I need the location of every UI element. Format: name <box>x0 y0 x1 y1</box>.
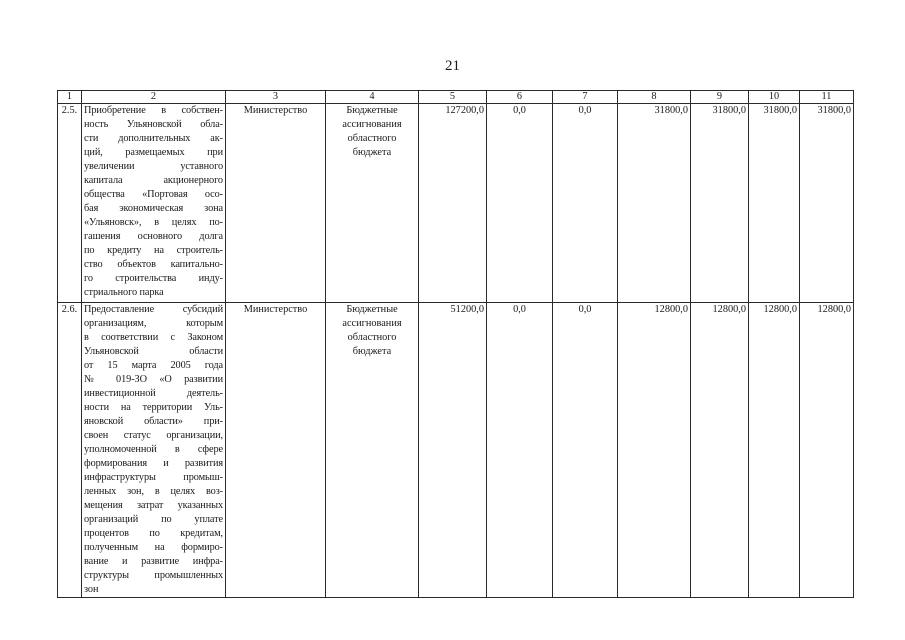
description-line: организаций по уплате <box>84 514 223 525</box>
description-line: Ульяновской области <box>84 346 223 357</box>
row-total: 127200,0 <box>419 104 487 303</box>
description-line: яновской области» при- <box>84 416 223 427</box>
funding-source-line: областного <box>347 133 397 144</box>
row-number: 2.6. <box>58 303 82 598</box>
funding-source-line: Бюджетные <box>346 304 398 315</box>
description-line: стриального парка <box>84 287 164 298</box>
header-cell: 5 <box>419 91 487 104</box>
description-line: в соответствии с Законом <box>84 332 223 343</box>
description-line: вание и развитие инфра- <box>84 556 223 567</box>
row-col11: 31800,0 <box>800 104 854 303</box>
description-line: ность Ульяновской обла- <box>84 119 223 130</box>
header-cell: 8 <box>618 91 691 104</box>
description-line: зон <box>84 584 99 595</box>
description-line: от 15 марта 2005 года <box>84 360 223 371</box>
funding-source-line: бюджета <box>352 147 392 158</box>
table-header-row <box>58 91 854 104</box>
row-col11: 12800,0 <box>800 303 854 598</box>
description-line: бая экономическая зона <box>84 203 223 214</box>
row-col9: 12800,0 <box>691 303 749 598</box>
description-line: мещения затрат указанных <box>84 500 223 511</box>
row-col7: 0,0 <box>553 104 618 303</box>
description-line: ленных зон, в целях воз- <box>84 486 223 497</box>
description-line: инвестиционной деятель- <box>84 388 223 399</box>
header-cell: 4 <box>326 91 419 104</box>
description-line: уполномоченной в сфере <box>84 444 223 455</box>
description-line: процентов по кредитам, <box>84 528 223 539</box>
header-cell: 7 <box>553 91 618 104</box>
description-line: сти дополнительных ак- <box>84 133 223 144</box>
description-line: гашения основного долга <box>84 231 223 242</box>
funding-source-line: ассигнования <box>342 318 402 329</box>
description-line: инфраструктуры промыш- <box>84 472 223 483</box>
header-cell: 3 <box>226 91 326 104</box>
header-cell: 9 <box>691 91 749 104</box>
row-funding-source <box>326 303 419 598</box>
row-col10: 12800,0 <box>749 303 800 598</box>
row-col10: 31800,0 <box>749 104 800 303</box>
funding-source-line: бюджета <box>352 346 392 357</box>
header-cell: 10 <box>749 91 800 104</box>
page-number: 21 <box>445 58 460 74</box>
description-line: организациям, которым <box>84 318 223 329</box>
description-line: ство объектов капитально- <box>84 259 223 270</box>
row-number: 2.5. <box>58 104 82 303</box>
row-col8: 12800,0 <box>618 303 691 598</box>
table-row <box>58 303 854 598</box>
row-description <box>82 303 226 598</box>
description-line: увеличении уставного <box>84 161 223 172</box>
description-line: «Ульяновск», в целях по- <box>84 217 223 228</box>
row-funding-source <box>326 104 419 303</box>
budget-table <box>57 90 854 598</box>
description-line: своен статус организации, <box>84 430 223 441</box>
description-line: общества «Портовая осо- <box>84 189 223 200</box>
description-line: ности на территории Уль- <box>84 402 223 413</box>
description-line: Приобретение в собствен- <box>84 105 223 116</box>
description-line: Предоставление субсидий <box>84 304 223 315</box>
table-row <box>58 104 854 303</box>
row-total: 51200,0 <box>419 303 487 598</box>
row-executor: Министерство <box>226 303 326 598</box>
row-executor: Министерство <box>226 104 326 303</box>
header-cell: 6 <box>487 91 553 104</box>
row-description <box>82 104 226 303</box>
description-line: по кредиту на строитель- <box>84 245 223 256</box>
description-line: полученным на формиро- <box>84 542 223 553</box>
description-line: го строительства инду- <box>84 273 223 284</box>
row-col9: 31800,0 <box>691 104 749 303</box>
row-col6: 0,0 <box>487 303 553 598</box>
row-col8: 31800,0 <box>618 104 691 303</box>
header-cell: 2 <box>82 91 226 104</box>
description-line: формирования и развития <box>84 458 223 469</box>
funding-source-line: областного <box>347 332 397 343</box>
description-line: ций, размещаемых при <box>84 147 223 158</box>
header-cell: 11 <box>800 91 854 104</box>
funding-source-line: ассигнования <box>342 119 402 130</box>
row-col7: 0,0 <box>553 303 618 598</box>
row-col6: 0,0 <box>487 104 553 303</box>
description-line: № 019-ЗО «О развитии <box>84 374 223 385</box>
description-line: капитала акционерного <box>84 175 223 186</box>
header-cell: 1 <box>58 91 82 104</box>
description-line: структуры промышленных <box>84 570 223 581</box>
funding-source-line: Бюджетные <box>346 105 398 116</box>
